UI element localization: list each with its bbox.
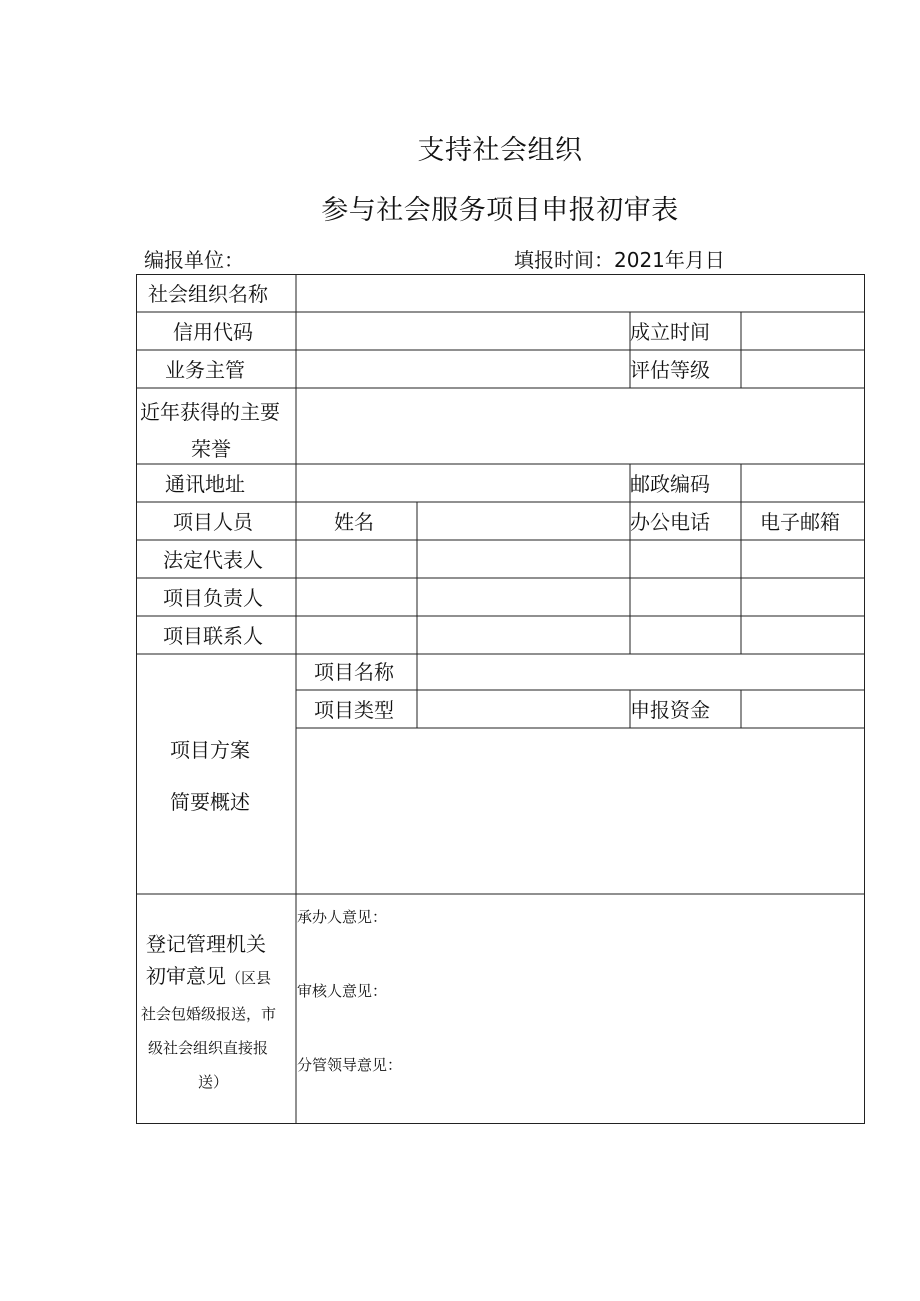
header-name: 姓名	[334, 510, 374, 534]
leader-opinion-label: 分管领导意见：	[297, 1056, 403, 1074]
label-personnel: 项目人员	[173, 510, 253, 534]
label-org-name: 社会组织名称	[148, 282, 268, 306]
label-rating: 评估等级	[630, 358, 710, 382]
label-project-name: 项目名称	[314, 660, 394, 684]
form-title-line1: 支持社会组织	[417, 135, 583, 166]
label-project-contact: 项目联系人	[163, 624, 263, 648]
label-address: 通讯地址	[165, 472, 245, 496]
label-project-lead: 项目负责人	[163, 586, 263, 610]
label-honors-line1: 近年获得的主要	[140, 400, 280, 424]
label-plan-line2: 简要概述	[170, 790, 250, 814]
label-review-line3: 社会包婚级报送，市	[141, 1005, 277, 1023]
fill-time-label: 填报时间：2021年月日	[514, 248, 725, 272]
label-review-line2b: （区县	[226, 969, 272, 987]
report-unit-label: 编报单位：	[144, 248, 244, 272]
label-review-line2	[146, 964, 271, 990]
label-review-line1: 登记管理机关	[146, 932, 266, 956]
header-phone: 办公电话	[630, 510, 710, 534]
label-legal-rep: 法定代表人	[163, 548, 263, 572]
label-review-line4: 级社会组织直接报	[148, 1039, 269, 1057]
label-credit-code: 信用代码	[173, 320, 253, 344]
label-project-type: 项目类型	[314, 698, 394, 722]
label-funding: 申报资金	[630, 698, 710, 722]
label-honors-line2: 荣誉	[191, 437, 231, 461]
header-email: 电子邮箱	[760, 510, 840, 534]
reviewer-opinion-label: 审核人意见：	[297, 982, 388, 1000]
application-form-table	[136, 274, 865, 1124]
label-review-line2a: 初审意见	[146, 964, 226, 988]
handler-opinion-label: 承办人意见：	[297, 908, 388, 926]
label-supervisor: 业务主管	[165, 358, 245, 382]
label-review-line5: 送）	[198, 1073, 229, 1091]
form-title-line2: 参与社会服务项目申报初审表	[321, 195, 679, 226]
label-established: 成立时间	[630, 320, 710, 344]
label-plan-line1: 项目方案	[170, 738, 250, 762]
label-postcode: 邮政编码	[630, 472, 710, 496]
